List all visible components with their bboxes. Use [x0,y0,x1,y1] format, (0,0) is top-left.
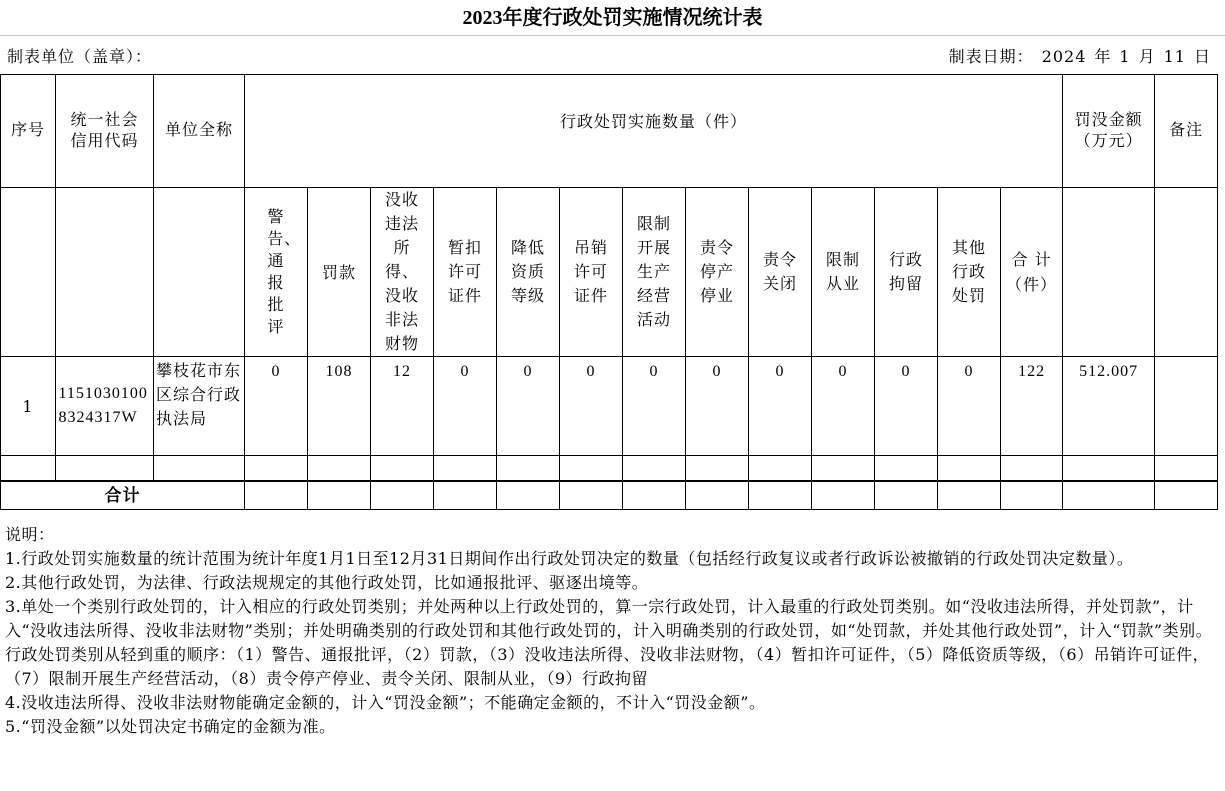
empty-cell [1063,188,1155,357]
date-line [941,44,1211,67]
empty-cell [1155,188,1218,357]
header-penalty-count: 行政处罚实施数量（件） [245,75,1063,188]
title-divider [0,35,1225,36]
note-item-1: 1.行政处罚实施数量的统计范围为统计年度1月1日至12月31日期间作出行政处罚决定的数量（包括经行政复议或者行政诉讼被撤销的行政处罚决定数量）。 [5,549,1134,568]
row-unit-name: 攀枝花市东区综合行政执法局 [154,357,245,456]
sub-header-other-penalty: 其他行政处罚 [938,188,1001,357]
sub-header-lower-qualification: 降低资质等级 [497,188,560,357]
date-year: 2024 [1041,47,1087,66]
empty-cell [1,188,56,357]
sub-header-total-count: 合 计（件） [1001,188,1063,357]
date-year-unit: 年 [1094,47,1112,66]
row-count-fine: 108 [308,357,371,456]
row-count-close: 0 [749,357,812,456]
date-label: 制表日期： [948,47,1034,66]
row-count-restrict-operation: 0 [623,357,686,456]
row-fine-amount: 512.007 [1063,357,1155,456]
date-month-unit: 月 [1138,47,1156,66]
sub-header-fine: 罚款 [308,188,371,357]
date-day-unit: 日 [1193,47,1211,66]
row-remark [1155,357,1218,456]
page-title: 2023年度行政处罚实施情况统计表 [462,7,763,29]
header-fine-amount: 罚没金额（万元） [1063,75,1155,188]
row-count-detention: 0 [875,357,938,456]
row-count-total: 122 [1001,357,1063,456]
note-item-5: 5.“罚没金额”以处罚决定书确定的金额为准。 [5,717,336,736]
sub-header-suspend-business: 责令停产停业 [686,188,749,357]
header-credit-code: 统一社会信用代码 [56,75,154,188]
row-count-revoke-permit: 0 [560,357,623,456]
row-count-other-penalty: 0 [938,357,1001,456]
notes-section [5,523,1215,739]
sub-header-close: 责令关闭 [749,188,812,357]
sub-header-revoke-permit: 吊销许可证件 [560,188,623,357]
header-unit-name: 单位全称 [154,75,245,188]
empty-row [1,456,1218,481]
sub-header-warning: 警告、通报批评 [245,188,308,357]
header-seq: 序号 [1,75,56,188]
unit-label: 制表单位（盖章）： [7,47,153,66]
row-count-suspend-business: 0 [686,357,749,456]
sub-header-restrict-practice: 限制从业 [812,188,875,357]
date-month: 1 [1119,47,1131,66]
note-item-2: 2.其他行政处罚，为法律、行政法规规定的其他行政处罚，比如通报批评、驱逐出境等。 [5,573,649,592]
sub-header-detention: 行政拘留 [875,188,938,357]
empty-cell [56,188,154,357]
empty-cell [154,188,245,357]
table-row [1,357,1218,456]
row-seq: 1 [1,357,56,456]
date-day: 11 [1163,47,1186,66]
sub-header-suspend-permit: 暂扣许可证件 [434,188,497,357]
header-remark: 备注 [1155,75,1218,188]
row-count-restrict-practice: 0 [812,357,875,456]
note-item-3: 3.单处一个类别行政处罚的，计入相应的行政处罚类别；并处两种以上行政处罚的，算一宗行政处罚，计入最重的行政处罚类别。如“没收违法所得，并处罚款”，计入“没收违法所得、没收非法财物”类别；并处明确类别的行政处罚和其他行政处罚的，计入明确类别的行政处罚，如“处罚款，并处其他行政处罚”，计入“罚款”类别。行政处罚类别从轻到重的顺序：（1）警告、通报批评，（2）罚款，（3）没收违法所得、没收非法财物，（4）暂扣许可证件，（5）降低资质等级，（6）吊销许可证件，（7）限制开展生产经营活动，（8）责令停产停业、责令关闭、限制从业，（9）行政拘留 [5,597,1213,688]
sub-header-confiscation: 没收违法所得、没收非法财物 [371,188,434,357]
note-item-4: 4.没收违法所得、没收非法财物能确定金额的，计入“罚没金额”；不能确定金额的，不计入“罚没金额”。 [5,693,766,712]
sub-header-restrict-operation: 限制开展生产经营活动 [623,188,686,357]
row-count-warning: 0 [245,357,308,456]
header-row [1,75,1218,188]
statistics-table [0,74,1218,510]
row-count-lower-qualification: 0 [497,357,560,456]
row-count-suspend-permit: 0 [434,357,497,456]
total-label: 合计 [1,481,245,510]
sub-header-row [1,188,1218,357]
notes-heading: 说明： [5,525,55,544]
row-credit-code: 11510301008324317W [56,357,154,456]
total-row [1,481,1218,510]
row-count-confiscation: 12 [371,357,434,456]
